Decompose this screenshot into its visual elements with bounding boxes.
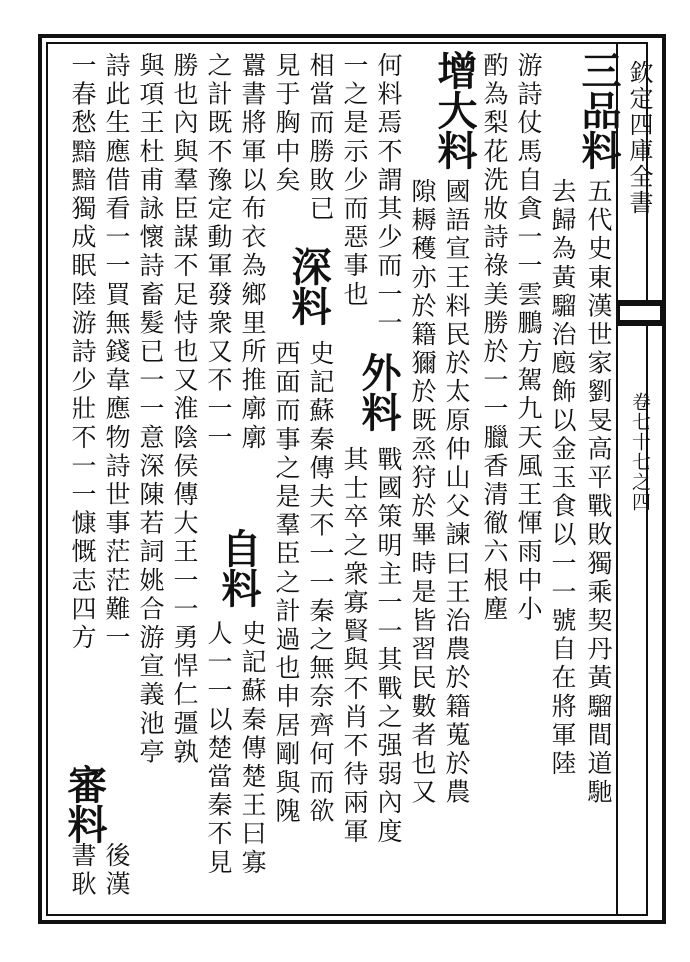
text-column-2: 去歸為黃騮治廏飾以金玉食以一一號自在將軍陸 xyxy=(548,178,577,779)
text-column-20: 與項王杜甫詠懷詩畜髮已一一意深陳若詞姚合游宣義池亭 xyxy=(136,52,165,767)
text-column-8-lower: 戰國策明主一一其戰之强弱內度 xyxy=(374,446,403,847)
text-column-18: 人一一以楚當秦不見 xyxy=(204,620,233,878)
text-column-9: 相當而勝敗已 xyxy=(306,52,335,224)
text-column-11: 見于胸中矣 xyxy=(272,52,301,195)
text-column-10: 其士卒之衆寡賢與不肖不待兩軍 xyxy=(340,446,369,847)
heading-sanpin: 三品料 xyxy=(575,50,622,170)
volume-label: 卷七十七之四 xyxy=(629,392,651,512)
heading-zi: 自料 xyxy=(215,528,262,608)
text-column-23: 書耿 xyxy=(68,842,97,900)
text-column-5: 國語宣王料民於太原仲山父諫曰王治農於籍蒐於農 xyxy=(442,178,471,808)
text-column-24: 一春愁黯黯獨成眠陸游詩少壯不一一慷慨志四方 xyxy=(68,52,97,653)
heading-shen2: 審料 xyxy=(61,764,108,844)
book-title: 欽定四庫全書 xyxy=(625,60,653,216)
text-column-21: 詩此生應借看一一買無錢韋應物詩世事茫茫難一 xyxy=(102,52,131,653)
text-column-22: 後漢 xyxy=(102,842,131,900)
text-column-17: 之計既不豫定動軍發衆又不一一 xyxy=(204,52,233,453)
text-column-6: 隙耨穫亦於籍獮於既烝狩於畢時是皆習民數者也又 xyxy=(408,178,437,808)
text-column-19: 勝也內與羣臣謀不足恃也又淮陰侯傳大王一一勇悍仁彊孰 xyxy=(170,52,199,767)
text-column-7: 何料焉不謂其少而一一 xyxy=(374,52,403,338)
fish-tail-mark xyxy=(618,300,662,326)
text-column-16: 史記蘇秦傳楚王曰寡 xyxy=(238,620,267,878)
text-column-3: 游詩仗馬自貪一一雲鵬方駕九天風王惲雨中小 xyxy=(514,52,543,624)
text-column-15: 囂書將軍以布衣為鄉里所推廓廓 xyxy=(238,52,267,453)
text-column-14: 西面而事之是羣臣之計過也申居剛與隗 xyxy=(272,340,301,827)
text-column-13: 史記蘇秦傳夫不一一秦之無奈齊何而欲 xyxy=(306,340,335,827)
heading-wai: 外料 xyxy=(355,352,402,432)
heading-shen: 深料 xyxy=(285,246,332,326)
text-column-8: 一之是示少而惡事也 xyxy=(340,52,369,310)
text-column-1: 五代史東漢世家劉旻高平戰敗獨乘契丹黃騮間道馳 xyxy=(584,178,613,808)
heading-zeng: 增大料 xyxy=(431,50,478,170)
text-column-4: 酌為梨花洗妝詩祿美勝於一一臘香清徹六根塵 xyxy=(480,52,509,624)
